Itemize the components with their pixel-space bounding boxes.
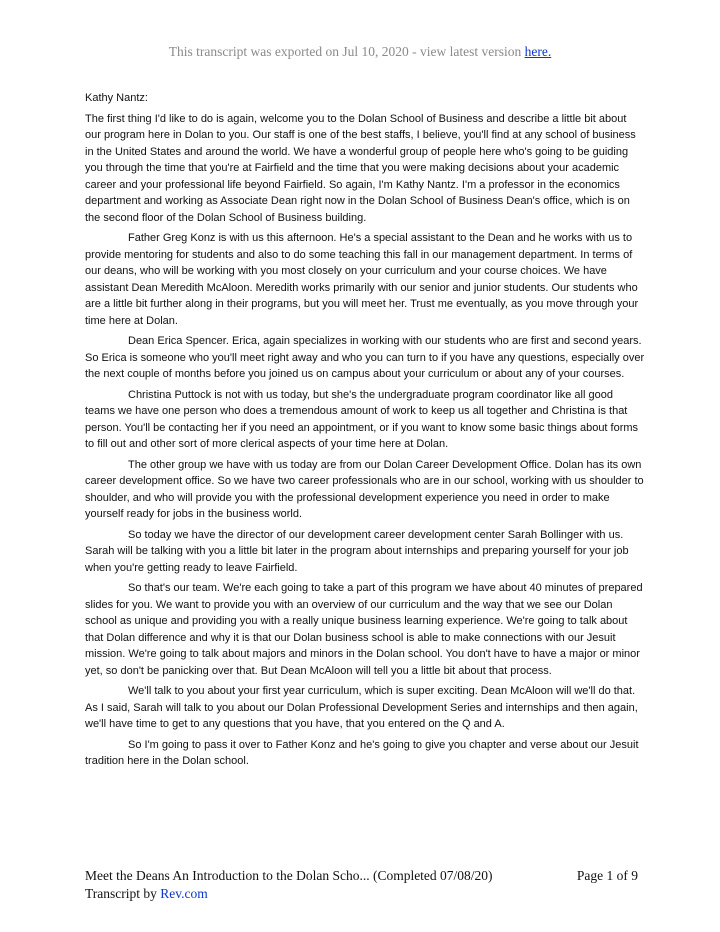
export-notice-text: This transcript was exported on Jul 10, 2020 - view latest version (168, 44, 522, 59)
paragraph: So that's our team. We're each going to take a part of this program we have about 40 minutes of prepared slides for you. We want to provide you with an overview of our curriculum and the way that we see our Dolan school as unique and providing you with a really unique business learning experience. We're going to talk about that Dolan difference and why it is that our Dolan business school is able to make connections with our Jesuit mission. We're going to talk about majors and minors in the Dolan school. You don't have to have a major or minor yet, so don't be panicking over that. But Dean McAloon will tell you a little bit about that process. (85, 582, 643, 677)
paragraph: Father Greg Konz is with us this afternoon. He's a special assistant to the Dean and he works with us to provide mentoring for students and also to do some teaching this fall in our management department. In terms of our deans, who will be working with you most closely on your curriculum and your course choices. We have assistant Dean Meredith McAloon. Meredith works primarily with our senior and junior students. Our students who are a little bit further along in their programs, but you will meet her. Trust me eventually, as you move through your time here at Dolan. (85, 232, 639, 327)
paragraph: We'll talk to you about your first year curriculum, which is super exciting. Dean McAloon will we'll do that. As I said, Sarah will talk to you about our Dolan Professional Development Series and internships and then again, we'll have time to get to any questions that you have, that you entered on the Q and A. (85, 685, 638, 730)
paragraph: Christina Puttock is not with us today, but she's the undergraduate program coordinator like all good teams we have one person who does a tremendous amount of work to keep us all together and Christina is that person. You'll be contacting her if you need an appointment, or if you want to know some basic things about forms to fill out and other sort of more clerical aspects of your time here at Dolan. (85, 388, 639, 450)
latest-version-link[interactable]: here. (524, 44, 552, 59)
paragraph: The other group we have with us today are from our Dolan Career Development Office. Dolan has its own career development office. So we have two career professionals who are in our school, working with us shoulder to shoulder, and who will provide you with the professional development experience you need in order to make yourself ready for jobs in the business world. (85, 458, 644, 520)
transcript-by-label: Transcript by (85, 886, 157, 901)
paragraph: So I'm going to pass it over to Father Konz and he's going to give you chapter and verse about our Jesuit tradition here in the Dolan school. (85, 738, 639, 767)
page-footer (85, 867, 638, 903)
paragraph: So today we have the director of our development career development center Sarah Bollinger with us. Sarah will be talking with you a little bit later in the program about internships and preparing yourself for your job when you're getting ready to leave Fairfield. (85, 528, 629, 574)
transcript-body (85, 90, 645, 774)
speaker-name: Kathy Nantz: (85, 92, 148, 104)
export-notice (0, 44, 720, 60)
page-number: Page 1 of 9 (576, 868, 638, 883)
paragraph: Dean Erica Spencer. Erica, again specializes in working with our students who are first and second years. So Erica is someone who you'll meet right away and who you can turn to if you have any questions, especially over the next couple of months before you joined us on campus about your curriculum or about any of your courses. (85, 335, 645, 380)
rev-link[interactable]: Rev.com (160, 886, 208, 901)
footer-title: Meet the Deans An Introduction to the Dolan Scho... (Completed 07/08/20) (85, 868, 493, 883)
paragraph: The first thing I'd like to do is again, welcome you to the Dolan School of Business and describe a little bit about our program here in Dolan to you. Our staff is one of the best staffs, I believe, you'll find at any school of business in the United States and around the world. We have a wonderful group of people here who's going to be guiding you through the time that you're at Fairfield and the time that you were making decisions about your academic career and your professional life beyond Fairfield. So again, I'm Kathy Nantz. I'm a professor in the economics department and working as Associate Dean right now in the Dolan School of Business Dean's office, which is on the second floor of the Dolan School of Business building. (85, 112, 636, 224)
